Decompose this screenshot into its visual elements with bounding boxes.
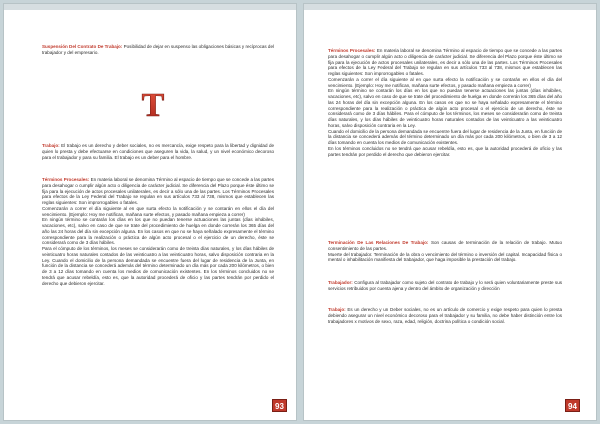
terminacion-section: [328, 240, 562, 263]
suspension-term: Suspensión Del Contrato De Trabajo:: [42, 44, 123, 49]
trabajo-section: [328, 307, 562, 329]
trabajo-definition: El trabajo es un derecho y deber sociales, no es mercancía, exige respeto para la libertad y dignidad de quien lo presta y debe efectuarse en condiciones que aseguren la vida, la salud, y un nivel económico decoroso para el trabajador y para su familia. El trabajo es un deber para el hombre.: [42, 143, 275, 160]
page-header-band: [304, 4, 596, 10]
page-header-band: [4, 4, 296, 10]
suspension-definition: Posibilidad de dejar en suspenso las obligaciones básicas y recíprocas del trabajador y del empresario.: [42, 44, 274, 55]
left-page: [3, 3, 297, 421]
terminos-paragraph-4: Cuando el domicilio de la persona demandada se encuentre fuera del lugar de residencia de la Junta, en función de la distancia se concederá además del término determinado un día más por cada 200 kilómetros, o bien de 3 a 12 días tomando en cuenta los medios de comunicación existentes.: [328, 128, 562, 145]
trabajo-term: Trabajo:: [42, 143, 60, 148]
terminos-section: [42, 177, 274, 286]
terminos-paragraph-4: Para el cómputo de los términos, los meses se considerarán como de treinta días naturales, y los días hábiles de veinticuatro horas naturales contados de las veinticuatro a las veinticuatro horas, salvo disposición contraria en la Ley. Cuando el domicilio de la persona demandada se encuentre fuera del lugar de residencia de la Junta, en función de la distancia se concederá además del término determinado un día más por cada 200 kilómetros, o bien de 3 a 12 días tomando en cuenta los medios de comunicación existentes. En los términos concluidos no se tendrá que acusar rebeldía, esto es, que la autoridad procederá de oficio y las partes tendrán por perdido el derecho que debieron ejercitar.: [42, 246, 274, 286]
terminos-paragraph-3: En ningún término se contarán los días en los que no puedan tenerse actuaciones las juntas (días inhábiles, vacaciones, etc), salvo en caso de que se trate del procedimiento de huelga en donde correrán los 365 días del año las 24 horas del día sin excepción alguna. En los casos en que no se haya señalado expresamente el término correspondiente para la realización o práctica de algún acto procesal o el ejercicio de un derecho, éste se considerará como de 3 días hábiles.: [42, 217, 274, 246]
trabajador-section: [328, 280, 562, 297]
terminos-term: Términos Procesales:: [42, 177, 90, 182]
page-number: 93: [272, 399, 287, 412]
terminos-definition: En materia laboral se denomina Término al espacio de tiempo que se concede a las partes para desahogar o cumplir algún acto o diligencia de carácter judicial. Se diferencia del Plazo porque éste último se fija para la ejecución de actos procesales unilaterales, es decir a sólo una de las partes. Los Términos Procesales para efectos de la Ley Federal del Trabajo se regulan en sus artículos 733 al 738, mismos que establecen las reglas siguientes: Son improrrogables o fatales.: [328, 48, 563, 76]
drop-letter-t: [140, 88, 166, 120]
terminos-paragraph-3: En ningún término se contarán los días en los que no puedan tenerse actuaciones las juntas (días inhábiles, vacaciones, etc), salvo en caso de que se trate del procedimiento de huelga en donde correrán los 365 días del año las 24 horas del día sin excepción alguna. En los casos en que no se haya señalado expresamente el término correspondiente para la realización o práctica de algún acto procesal o el ejercicio de un derecho, éste se considerará como de 3 días hábiles. Para el cómputo de los términos, los meses se considerarán como de treinta días naturales, y los días hábiles de veinticuatro horas naturales contados de las veinticuatro a las veinticuatro horas, salvo disposición contraria en la Ley.: [328, 88, 562, 128]
terminos-paragraph-5: En los términos concluidos no se tendrá que acusar rebeldía, esto es, que la autoridad procederá de oficio y las partes tendrán por perdido el derecho que debieron ejercitar.: [328, 145, 562, 157]
trabajador-term: Trabajador:: [328, 280, 353, 285]
suspension-section: [42, 44, 274, 61]
trabajo-definition: Es un derecho y un Deber sociales, no es un artículo de comercio y exige respeto para quien lo presta debiendo asegurar un nivel económico decoroso para el trabajador y su familia, no debe haber distinción entre los trabajadores x motivos de sexo, raza, edad, religión, doctrina política o condición social.: [328, 307, 562, 324]
terminos-term: Términos Procesales:: [328, 48, 376, 53]
terminos-section: [328, 48, 562, 157]
page-number: 94: [565, 399, 580, 412]
trabajador-definition: Configura al trabajador como sujeto del contrato de trabajo y lo será quien voluntariamente preste sus servicios retribuidos por cuenta ajena y dentro del ámbito de organización y dirección: [328, 280, 563, 291]
terminos-paragraph-2: Comenzarán a correr el día siguiente al en que surta efecto la notificación y se contarán en ellos el día del vencimiento. (Ejemplo: Hoy me notifican, mañana surte efectos, y pasado mañana empieza a correr): [328, 76, 562, 88]
terminos-paragraph-2: Comenzarán a correr el día siguiente al en que surta efecto la notificación y se contarán en ellos el día del vencimiento. (Ejemplo: Hoy me notifican, mañana surte efectos, y pasado mañana empieza a correr): [42, 205, 274, 217]
terminos-definition: En materia laboral se denomina Término al espacio de tiempo que se concede a las partes para desahogar o cumplir algún acto o diligencia de carácter judicial. Se diferencia del Plazo porque éste último se fija para la ejecución de actos procesales unilaterales, es decir a sólo una de las partes. Los Términos Procesales para efectos de la Ley Federal del Trabajo se regulan en sus artículos 733 al 738, mismos que establecen las reglas siguientes: Son improrrogables o fatales.: [42, 177, 274, 205]
terminacion-paragraph-2: Muerte del trabajador. Terminación de la obra o vencimiento del término o inversión del capital. Incapacidad física o mental o inhabilitación manifiesta del trabajador, que haga imposible la prestación del trabajo.: [328, 251, 562, 263]
terminacion-definition: Son causas de terminación de la relación de trabajo. Mutuo consentimiento de las partes.: [328, 240, 562, 251]
trabajo-section: [42, 143, 274, 165]
terminacion-term: Terminación De Las Relaciones De Trabajo:: [328, 240, 429, 245]
right-page: [303, 3, 597, 421]
drop-letter-glyph: T: [141, 88, 165, 120]
trabajo-term: Trabajo:: [328, 307, 346, 312]
